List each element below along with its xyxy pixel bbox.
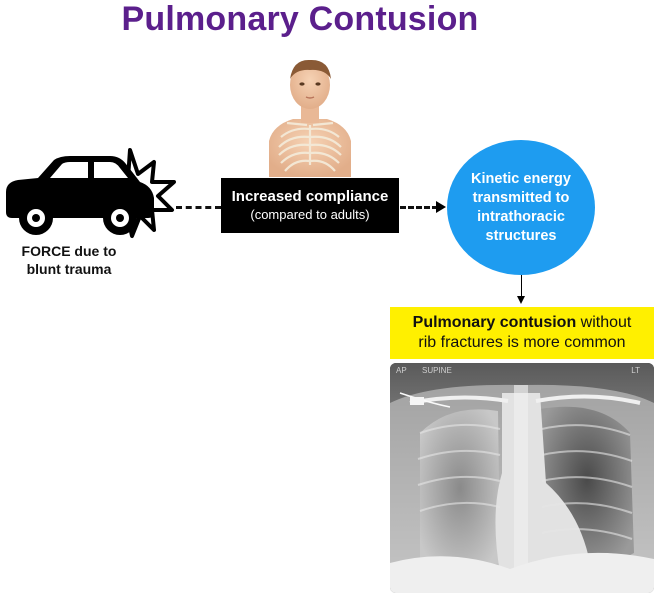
outcome-bold: Pulmonary contusion — [412, 314, 577, 331]
xray-drawing — [390, 363, 654, 593]
compliance-box — [221, 178, 399, 233]
force-label — [10, 242, 128, 278]
compliance-subtitle: (compared to adults) — [250, 207, 370, 222]
outcome-rest: without — [576, 314, 632, 331]
connector-car-to-compliance — [176, 206, 221, 209]
chest-xray-image — [390, 363, 654, 593]
car-crash-icon — [2, 148, 177, 240]
outcome-line2: rib fractures is more common — [418, 334, 626, 351]
force-label-line2: blunt trauma — [26, 261, 112, 277]
arrow-head-down — [517, 296, 525, 304]
kinetic-energy-text: Kinetic energy transmitted to intrathoracic structures — [471, 170, 571, 244]
child-chest-illustration — [263, 55, 357, 177]
page-title: Pulmonary Contusion — [121, 0, 479, 38]
kinetic-energy-circle — [447, 140, 595, 275]
xray-label-ap: AP — [396, 366, 407, 375]
xray-label-lt: LT — [631, 366, 640, 375]
xray-label-supine: SUPINE — [422, 366, 452, 375]
connector-compliance-to-kinetic — [400, 206, 438, 209]
compliance-title: Increased compliance — [231, 188, 389, 205]
connector-kinetic-to-outcome — [521, 275, 522, 298]
force-label-line1: FORCE due to — [21, 243, 117, 259]
outcome-box — [390, 307, 654, 359]
arrow-head-right — [436, 201, 446, 213]
